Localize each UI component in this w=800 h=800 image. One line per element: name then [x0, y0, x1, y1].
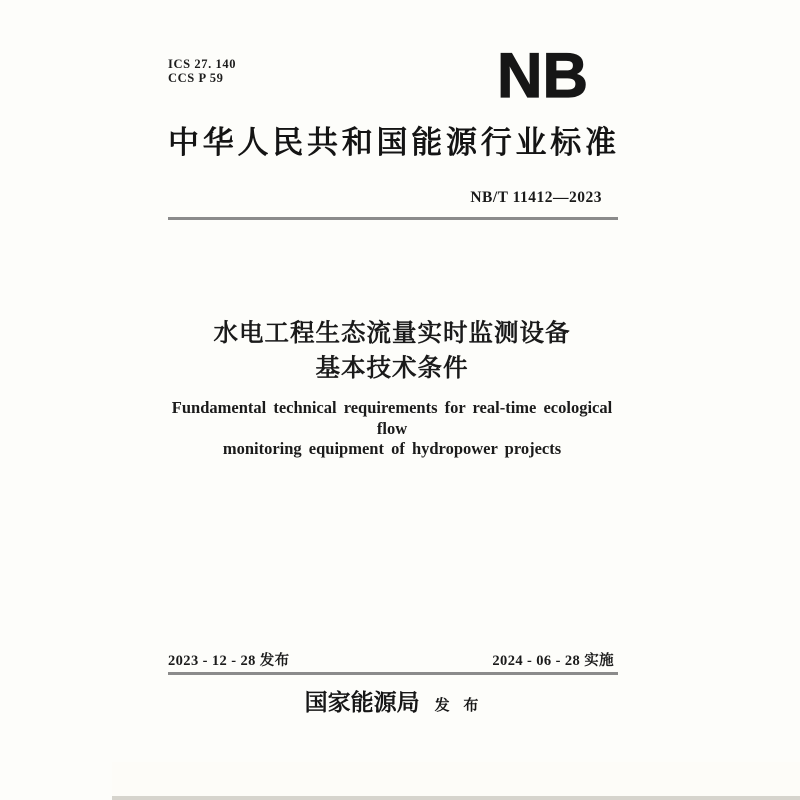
publish-label: 发 布 [434, 698, 480, 714]
dates-row [168, 649, 614, 670]
top-horizontal-rule [168, 217, 618, 220]
standard-number: NB/T 11412—2023 [470, 189, 602, 206]
subtitle-line-2: monitoring equipment of hydropower projects [222, 439, 562, 458]
publisher-row [168, 688, 616, 718]
publisher-name: 国家能源局 [304, 690, 420, 715]
main-title-line-2: 基本技术条件 [315, 355, 469, 382]
nb-logo: NB [497, 41, 588, 111]
classification-codes [168, 57, 236, 85]
photo-edge-strip [112, 796, 800, 800]
main-title-chinese [168, 316, 616, 386]
main-title-line-1: 水电工程生态流量实时监测设备 [213, 320, 571, 347]
subtitle-english [168, 398, 616, 460]
issue-date: 2023 - 12 - 28 发布 [168, 653, 290, 669]
subtitle-line-1: Fundamental technical requirements for real-time ecological flow [171, 398, 613, 438]
implement-date: 2024 - 06 - 28 实施 [492, 653, 614, 669]
ics-code: ICS 27. 140 [168, 57, 237, 71]
photo-edge-sheen [112, 762, 800, 796]
ccs-code: CCS P 59 [168, 71, 224, 85]
org-heading: 中华人民共和国能源行业标准 [168, 125, 616, 160]
bottom-horizontal-rule [168, 672, 618, 675]
